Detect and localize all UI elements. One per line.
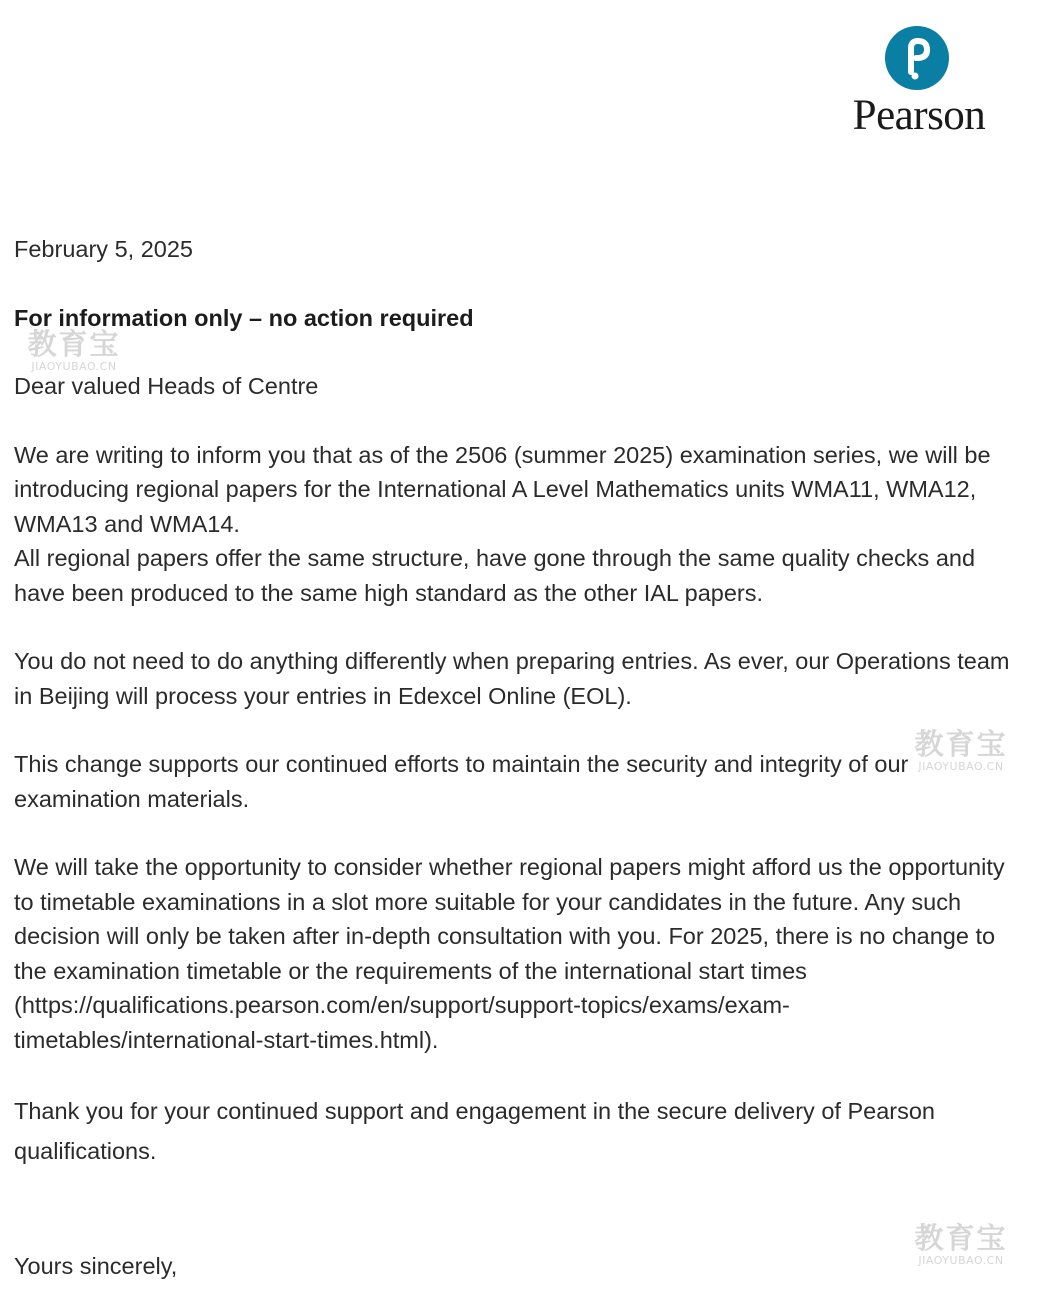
paragraph-security: This change supports our continued efforts to maintain the security and integrity of our examination materials.: [14, 751, 909, 812]
paragraph-quality: All regional papers offer the same structure, have gone through the same quality checks and have been produced to the same high standard as the other IAL papers.: [14, 545, 976, 606]
pearson-logo: [838, 22, 998, 142]
watermark-domain: JIAOYUBAO.CN: [31, 360, 117, 373]
closing: Yours sincerely,: [14, 1253, 178, 1279]
pearson-mark-icon: [885, 26, 949, 90]
watermark-text: 教育宝: [914, 1221, 1008, 1255]
watermark-domain: JIAOYUBAO.CN: [918, 1254, 1004, 1267]
paragraph-intro: We are writing to inform you that as of the 2506 (summer 2025) examination series, we will be introducing regional papers for the International A Level Mathematics units WMA11, WMA12, WMA13 and WMA14.: [14, 441, 991, 537]
watermark-domain: JIAOYUBAO.CN: [918, 760, 1004, 773]
notice-heading: For information only – no action required: [14, 304, 474, 331]
watermark-text: 教育宝: [27, 327, 121, 361]
letter-date: February 5, 2025: [14, 236, 193, 262]
paragraph-timetable: We will take the opportunity to consider whether regional papers might afford us the opportunity to timetable examinations in a slot more suitable for your candidates in the future. Any such decision will only be taken after in-depth consultation with you. For 2025, there is no change to the examination timetable or the requirements of the international start times (https://qualifications.pearson.com/en/support/support-topics/exams/exam-timetables/international-start-times.html).: [14, 854, 1005, 1053]
pearson-wordmark: Pearson: [852, 92, 986, 139]
paragraph-thanks: Thank you for your continued support and engagement in the secure delivery of Pearson qualifications.: [14, 1098, 935, 1164]
salutation: Dear valued Heads of Centre: [14, 373, 319, 399]
watermark-text: 教育宝: [914, 727, 1008, 761]
letter-body: [14, 232, 1026, 1284]
paragraph-entries: You do not need to do anything differently when preparing entries. As ever, our Operations team in Beijing will process your entries in Edexcel Online (EOL).: [14, 648, 1010, 709]
